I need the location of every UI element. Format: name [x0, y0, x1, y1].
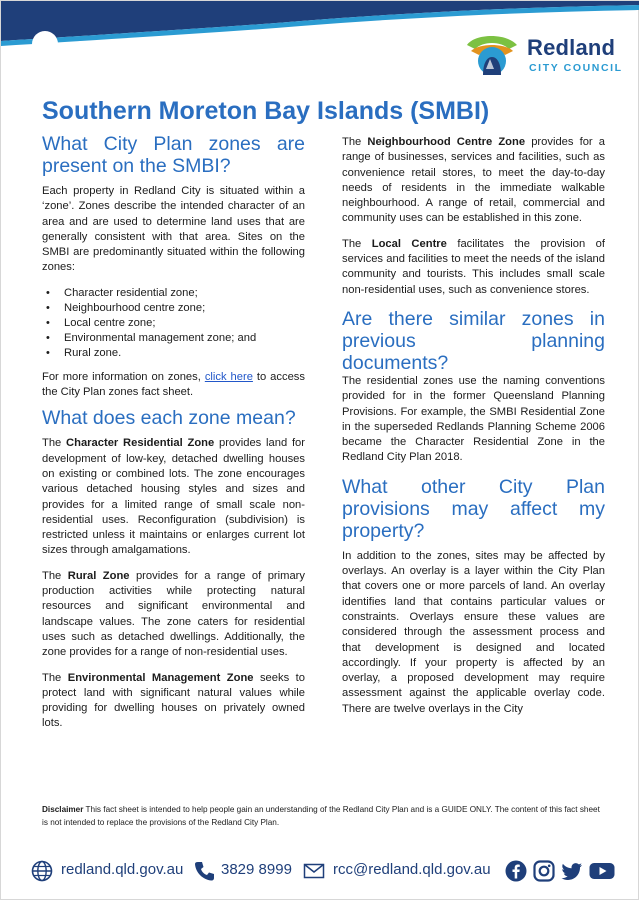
- rural-zone-term: Rural Zone: [67, 569, 130, 582]
- twitter-icon[interactable]: [561, 860, 583, 882]
- paragraph-text: The: [42, 569, 68, 582]
- page-title: Southern Moreton Bay Islands (SMBI): [42, 97, 490, 125]
- neighbourhood-centre-paragraph: [342, 135, 605, 227]
- rural-zone-paragraph: [42, 569, 305, 661]
- globe-icon: [31, 860, 53, 882]
- more-info-paragraph: [42, 370, 305, 401]
- list-item: • Rural zone.: [42, 346, 305, 361]
- overlays-paragraph: In addition to the zones, sites may be affected by overlays. An overlay is a layer within the City Plan that covers one or more parcels of land. An overlay identifies land that contains particular values or constraints. Overlays ensure these values are considered through the assessment process and that development is designed and located accordingly. If your property is affected by an overlay, a proposed development may require assessment against the applicable overlay code. There are twelve overlays in the City: [342, 549, 605, 715]
- character-residential-paragraph: [42, 436, 305, 558]
- paragraph-text: provides for a range of primary production activities while protecting natural resources and significant environmental and landscape values. The zone caters for residential uses such as detached dwellings. Additionally, the zone provides for a range of non-residential uses.: [42, 569, 306, 659]
- redland-logo[interactable]: [463, 31, 623, 81]
- local-centre-term: Local Centre: [371, 237, 447, 250]
- neighbourhood-centre-zone-term: Neighbourhood Centre Zone: [367, 136, 526, 148]
- disclaimer-text: This fact sheet is intended to help people gain an understanding of the Redland City Plan and is a GUIDE ONLY. The content of this fact sheet is not intended to replace the provisions of the Redland City Plan.: [42, 805, 600, 827]
- heading-previous-documents: Are there similar zones in previous planning documents?: [342, 307, 605, 374]
- character-residential-zone-term: Character Residential Zone: [66, 437, 215, 450]
- right-column: [342, 135, 605, 717]
- contact-footer: [31, 857, 621, 885]
- disclaimer: [42, 804, 602, 829]
- intro-paragraph: Each property in Redland City is situated within a ‘zone’. Zones describe the intended character of an area and are used to determine land uses that are generally consistent with that area. Sites on the SMBI are predominantly situated within the following zones:: [42, 185, 305, 274]
- left-column: [42, 133, 305, 732]
- instagram-icon[interactable]: [533, 860, 555, 882]
- disclaimer-label: Disclaimer: [42, 805, 84, 814]
- website-link[interactable]: redland.qld.gov.au: [61, 861, 184, 878]
- heading-other-provisions: What other City Plan provisions may affect my property?: [342, 475, 605, 542]
- zone-list: [42, 286, 305, 361]
- heading-zone-meaning: What does each zone mean?: [42, 407, 296, 430]
- youtube-icon[interactable]: [589, 860, 615, 882]
- email-link[interactable]: rcc@redland.qld.gov.au: [333, 861, 491, 878]
- paragraph-text: The: [42, 671, 68, 684]
- paragraph-text: seeks to protect land with significant natural values while providing for dwelling houses on privately owned lots.: [42, 671, 305, 730]
- environmental-management-zone-term: Environmental Management Zone: [67, 671, 254, 684]
- paragraph-text: The: [42, 437, 67, 450]
- more-info-text: For more information on zones,: [42, 370, 205, 383]
- paragraph-text: provides for a range of businesses, services and facilities, such as convenience retail stores, to meet the day-to-day needs of residents in the immediate walkable neighbourhood. A range of retail, commercial and community uses can be established in this zone.: [342, 136, 605, 225]
- phone-number[interactable]: 3829 8999: [221, 861, 292, 878]
- list-item: • Character residential zone;: [42, 286, 305, 301]
- paragraph-text: The: [342, 136, 368, 148]
- list-item: • Environmental management zone; and: [42, 331, 305, 346]
- more-info-text-end: to access the City Plan zones fact sheet.: [42, 370, 305, 399]
- heading-zones-present: What City Plan zones are present on the SMBI?: [42, 133, 305, 177]
- facebook-icon[interactable]: [505, 860, 527, 882]
- logo-name: Redland: [527, 35, 616, 60]
- paragraph-text: The: [342, 237, 372, 250]
- environmental-management-paragraph: [42, 671, 305, 732]
- previous-documents-paragraph: The residential zones use the naming conventions provided for in the former Queensland Planning Provisions. For example, the SMBI Residential Zone in the superseded Redlands Planning Scheme 2006 became the Character Residential Zone in the Redland City Plan 2018.: [342, 374, 605, 464]
- click-here-link[interactable]: click here: [204, 370, 253, 383]
- phone-icon: [193, 860, 215, 882]
- list-item: • Local centre zone;: [42, 316, 305, 331]
- paragraph-text: facilitates the provision of services and facilities to meet the needs of the island community and tourists. This includes small scale non-residential uses, such as convenience stores.: [342, 237, 606, 296]
- logo-subtitle: CITY COUNCIL: [529, 62, 623, 74]
- email-icon: [303, 860, 325, 882]
- local-centre-paragraph: [342, 237, 605, 298]
- redland-logo-mark-icon: [463, 31, 521, 79]
- list-item: • Neighbourhood centre zone;: [42, 301, 305, 316]
- paragraph-text: provides land for development of low-key, detached dwelling houses on existing or combined lots. The zone encourages various detached housing styles and sizes and provides for a limited range of small scale non-residential uses. Reconfiguration (subdivision) is restricted unless it maintains or enlarges current lot sizes through amalgamations.: [42, 437, 305, 557]
